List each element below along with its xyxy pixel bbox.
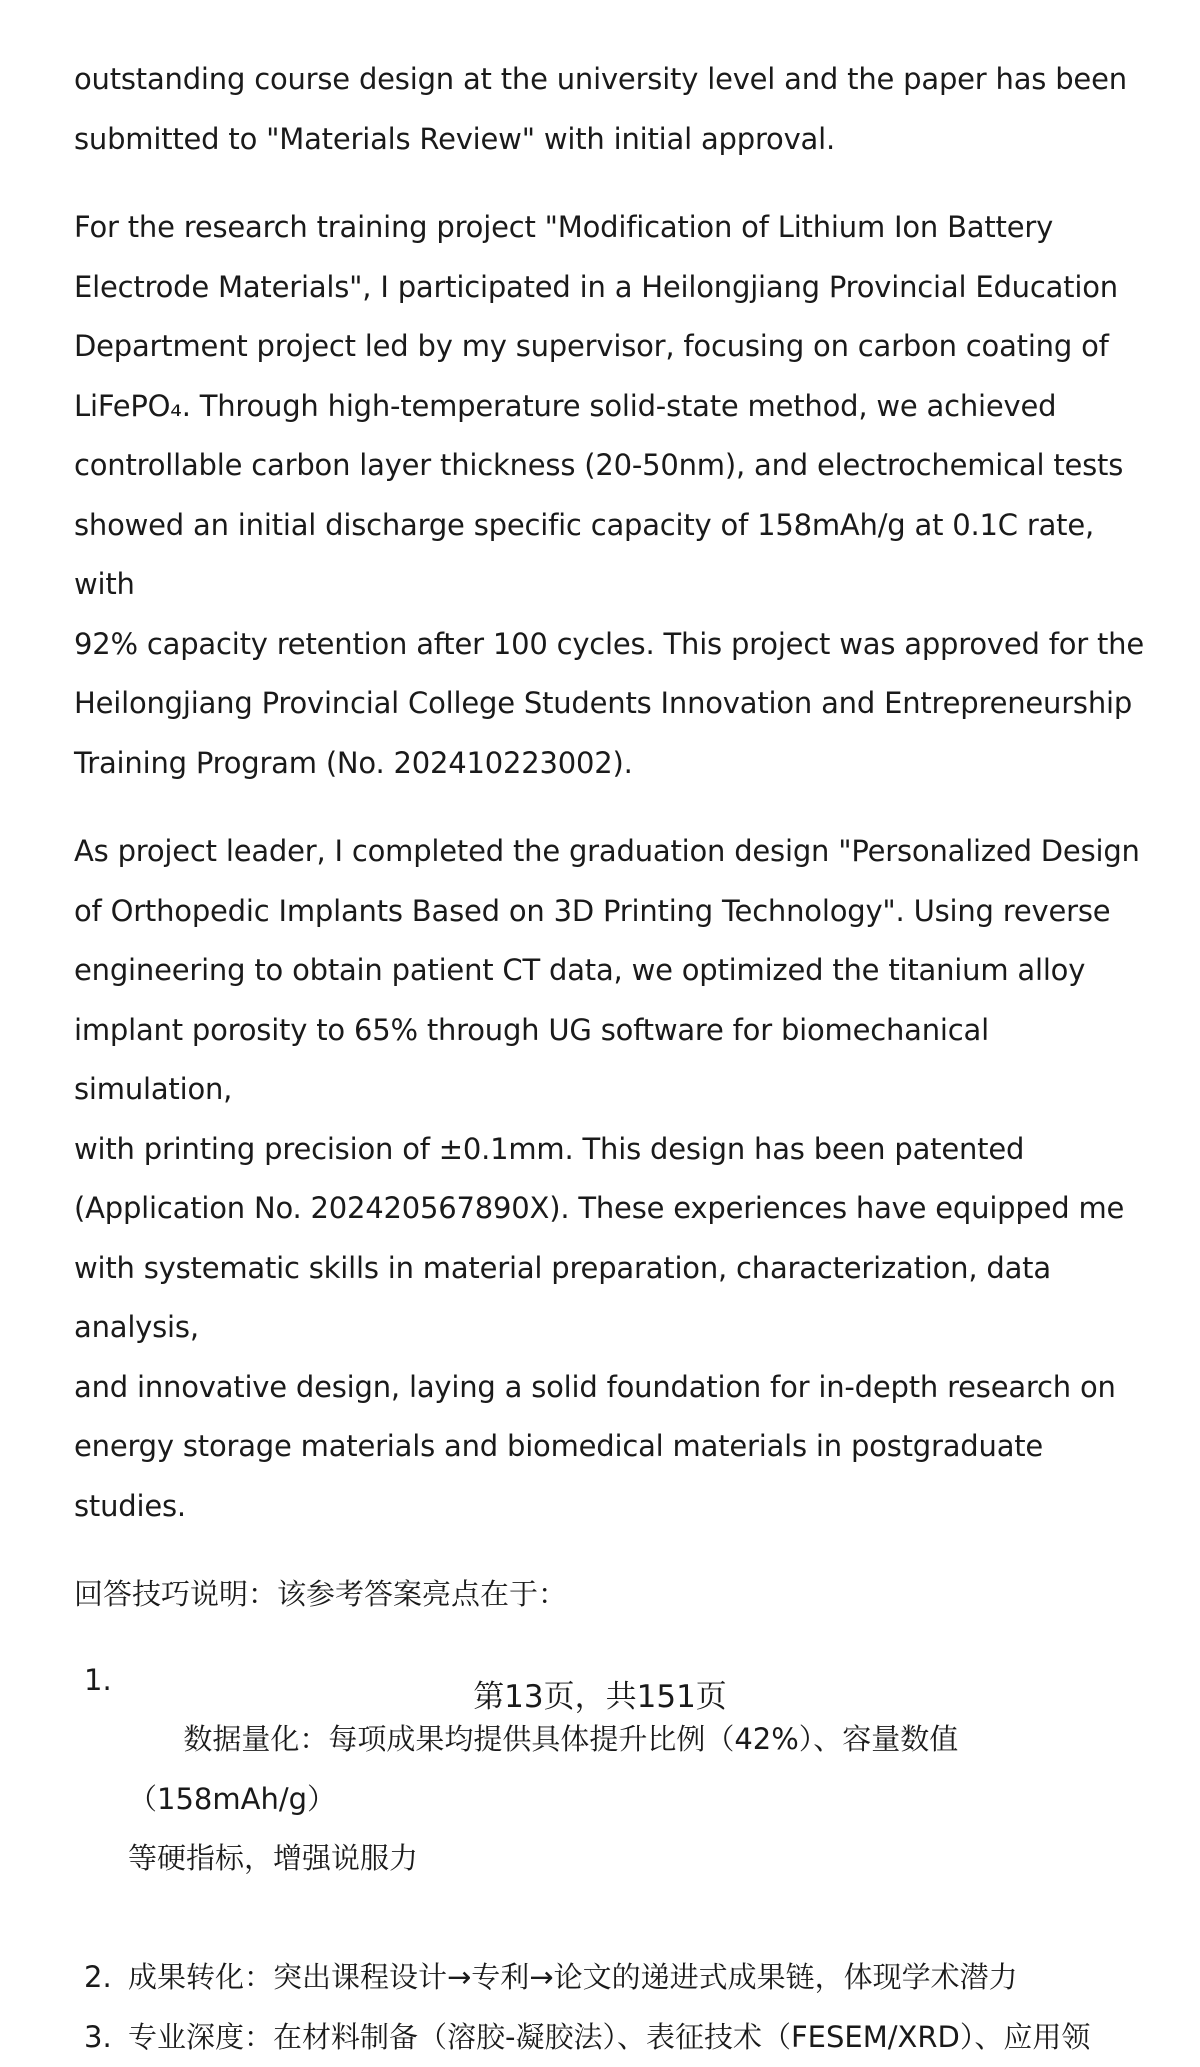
list-item-number: 2. — [84, 1948, 112, 2008]
list-item-text: 成果转化：突出课程设计→专利→论文的递进式成果链，体现学术潜力 — [128, 1960, 1018, 1994]
paragraph-battery-project: For the research training project "Modification of Lithium Ion Battery Electrode Materials", I participated in a Heilongjiang Provincial Education Department project led by my supervisor, focusing on carbon coating of LiFePO₄. Through high-temperature solid-state method, we achieved controllable carbon layer thickness (20-50nm), and electrochemical tests showed an initial discharge specific capacity of 158mAh/g at 0.1C rate, with 92% capacity retention after 100 cycles. This project was approved for the Heilongjiang Provincial College Students Innovation and Entrepreneurship Training Program (No. 202410223002). — [74, 198, 1154, 793]
list-item-text: 数据量化：每项成果均提供具体提升比例（42%）、容量数值（158mAh/g） 等硬指标，增强说服力 — [128, 1722, 958, 1875]
list-item — [74, 1948, 1154, 2008]
page-number-footer: 第13页，共151页 — [0, 1672, 1200, 1722]
list-item-number: 3. — [84, 2008, 112, 2067]
list-item — [74, 2008, 1154, 2067]
list-item-text: 专业深度：在材料制备（溶胶-凝胶法）、表征技术（FESEM/XRD）、应用领 — [128, 2020, 1090, 2054]
paragraph-course-design: outstanding course design at the university level and the paper has been submitted to "Materials Review" with initial approval. — [74, 50, 1154, 169]
page-content — [74, 50, 1154, 2067]
tips-heading: 回答技巧说明：该参考答案亮点在于： — [74, 1565, 1154, 1625]
list-item-number: 1. — [84, 1651, 112, 1711]
paragraph-graduation-design: As project leader, I completed the graduation design "Personalized Design of Orthopedic Implants Based on 3D Printing Technology". Using reverse engineering to obtain patient CT data, we optimized the titanium alloy implant porosity to 65% through UG software for biomechanical simulation, with printing precision of ±0.1mm. This design has been patented (Application No. 202420567890X). These experiences have equipped me with systematic skills in material preparation, characterization, data analysis, and innovative design, laying a solid foundation for in-depth research on energy storage materials and biomedical materials in postgraduate studies. — [74, 822, 1154, 1536]
